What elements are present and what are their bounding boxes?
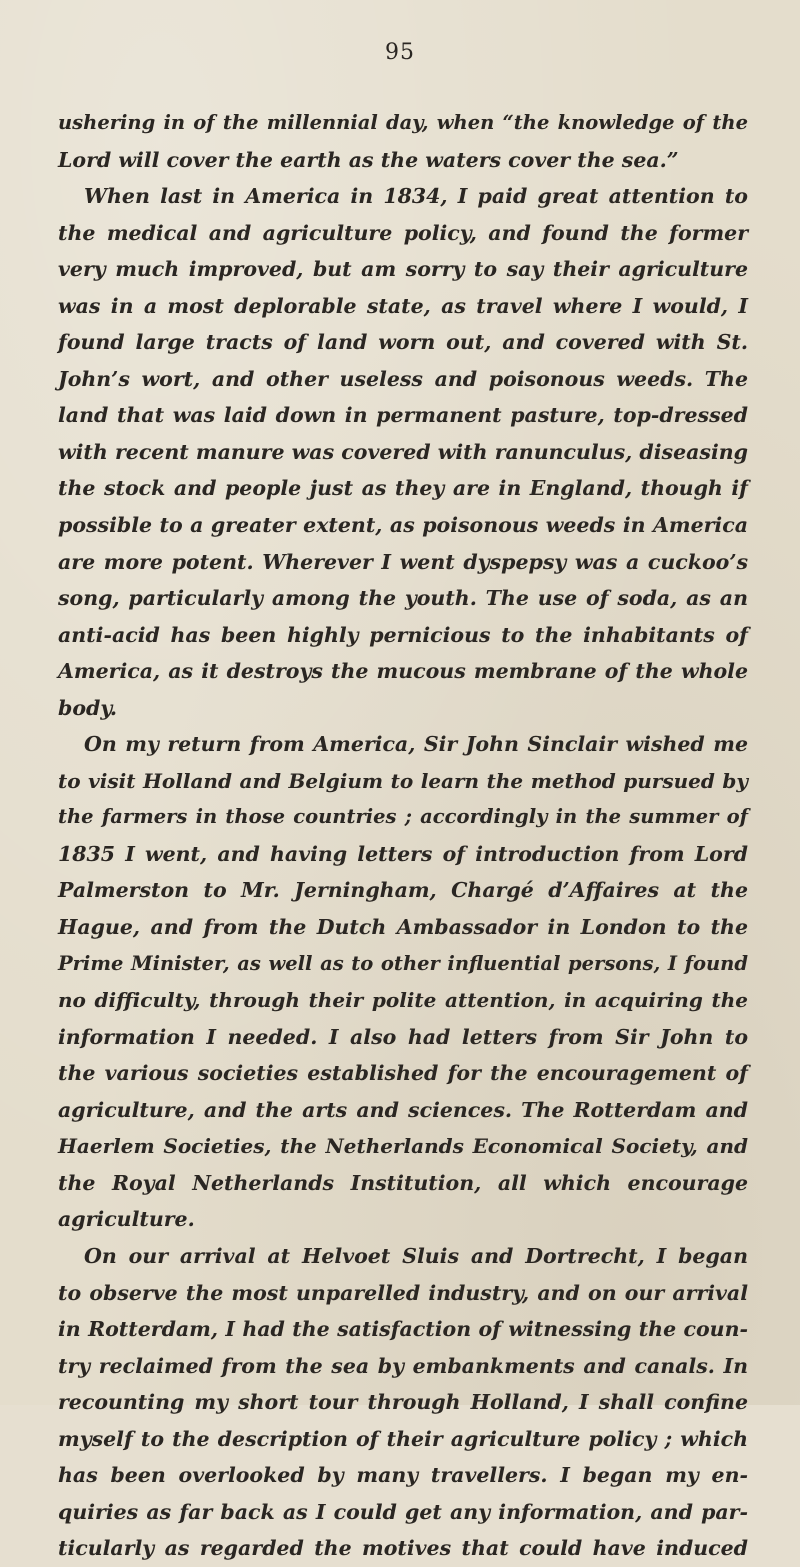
- text-line: in Rotterdam, I had the satisfaction of witnessing the coun-: [58, 1317, 748, 1342]
- text-line: Lord will cover the earth as the waters cover the sea.”: [58, 147, 679, 172]
- text-line: ushering in of the millennial day, when “the knowledge of the: [58, 111, 748, 134]
- text-line: On my return from America, Sir John Sinclair wished me: [84, 732, 748, 757]
- text-line: agriculture.: [58, 1207, 195, 1232]
- text-line: with recent manure was covered with ranunculus, diseasing: [58, 439, 748, 464]
- text-line: anti-acid has been highly pernicious to the inhabitants of: [58, 622, 748, 647]
- text-line: Haerlem Societies, the Netherlands Economical Society, and: [58, 1134, 748, 1159]
- text-line: has been overlooked by many travellers. I began my en-: [58, 1463, 748, 1488]
- text-line: When last in America in 1834, I paid great attention to: [84, 184, 748, 209]
- text-line: are more potent. Wherever I went dyspepsy was a cuckoo’s: [58, 549, 748, 574]
- body-text: [58, 105, 748, 1567]
- text-line: the Royal Netherlands Institution, all which encourage: [58, 1170, 748, 1195]
- text-line: Hague, and from the Dutch Ambassador in London to the: [58, 915, 748, 940]
- text-line: no difficulty, through their polite attention, in acquiring the: [58, 988, 748, 1013]
- text-line: myself to the description of their agriculture policy ; which: [58, 1426, 748, 1451]
- text-line: the farmers in those countries ; accordingly in the summer of: [58, 805, 748, 829]
- text-line: song, particularly among the youth. The use of soda, as an: [58, 586, 748, 611]
- text-line: very much improved, but am sorry to say their agriculture: [58, 257, 748, 282]
- text-line: information I needed. I also had letters from Sir John to: [58, 1024, 748, 1049]
- text-line: 1835 I went, and having letters of introduction from Lord: [58, 841, 748, 866]
- text-line: to observe the most unparelled industry, and on our arrival: [58, 1280, 748, 1305]
- text-line: found large tracts of land worn out, and covered with St.: [58, 330, 748, 355]
- text-line: America, as it destroys the mucous membrane of the whole: [58, 659, 748, 684]
- text-line: the medical and agriculture policy, and found the former: [58, 220, 748, 245]
- text-line: agriculture, and the arts and sciences. The Rotterdam and: [58, 1097, 748, 1122]
- text-line: ticularly as regarded the motives that could have induced: [58, 1536, 748, 1561]
- text-line: possible to a greater extent, as poisonous weeds in America: [58, 513, 748, 538]
- text-line: John’s wort, and other useless and poisonous weeds. The: [58, 366, 748, 391]
- text-line: Palmerston to Mr. Jerningham, Chargé d’Affaires at the: [58, 878, 748, 903]
- text-line: was in a most deplorable state, as travel where I would, I: [58, 293, 748, 318]
- text-line: try reclaimed from the sea by embankments and canals. In: [58, 1353, 748, 1378]
- text-line: body.: [58, 695, 118, 720]
- text-line: quiries as far back as I could get any information, and par-: [58, 1499, 748, 1524]
- text-line: the stock and people just as they are in England, though if: [58, 476, 748, 501]
- text-line: On our arrival at Helvoet Sluis and Dortrecht, I began: [84, 1243, 748, 1268]
- text-line: to visit Holland and Belgium to learn the method pursued by: [58, 768, 748, 793]
- text-line: recounting my short tour through Holland, I shall confine: [58, 1390, 748, 1415]
- page-number: 95: [385, 40, 415, 65]
- text-line: the various societies established for the encouragement of: [58, 1061, 748, 1086]
- text-line: land that was laid down in permanent pasture, top-dressed: [58, 403, 748, 428]
- text-line: Prime Minister, as well as to other influential persons, I found: [58, 951, 748, 975]
